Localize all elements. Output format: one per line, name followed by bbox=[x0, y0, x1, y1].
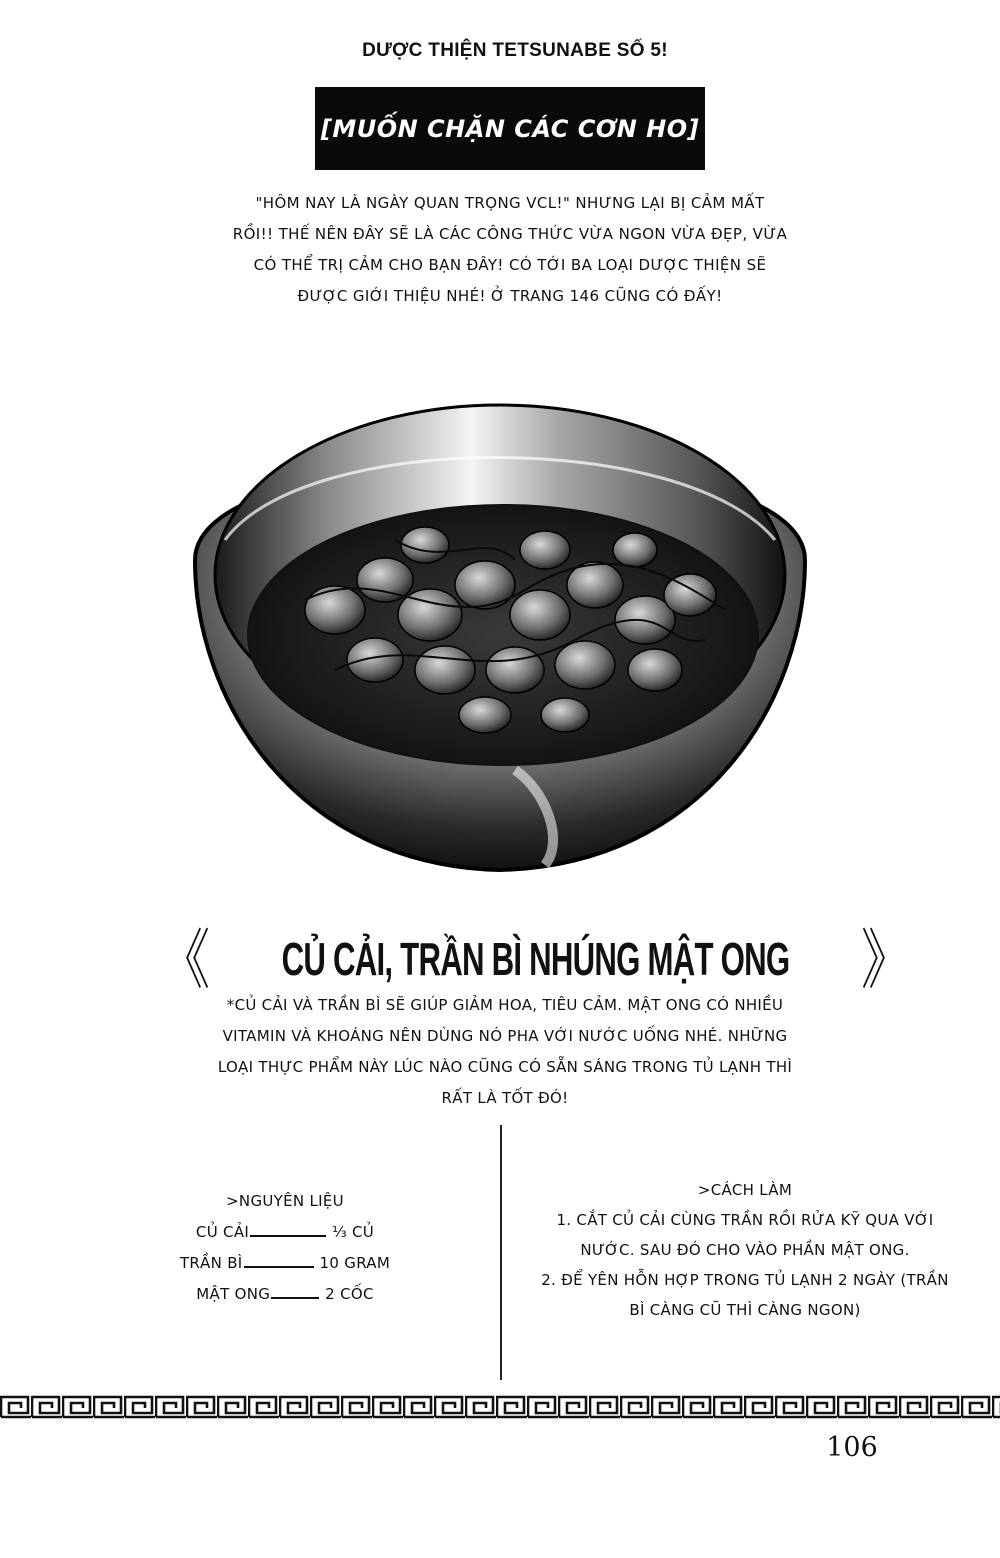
banner-title: [MUỐN CHẶN CÁC CƠN HO] bbox=[320, 114, 700, 143]
left-bracket: 《 bbox=[160, 922, 210, 998]
ingredients-heading: >NGUYÊN LIỆU bbox=[226, 1192, 344, 1210]
description-line: *CỦ CẢI VÀ TRẦN BÌ SẼ GIÚP GIẢM HOA, TIÊU CẢM. MẬT ONG CÓ NHIỀU bbox=[226, 996, 784, 1014]
ingredient-row bbox=[140, 1279, 430, 1310]
leader-line bbox=[244, 1252, 314, 1268]
method-line: 2. ĐỂ YÊN HỖN HỢP TRONG TỦ LẠNH 2 NGÀY (TRẦN bbox=[541, 1271, 949, 1289]
method-line: NƯỚC. SAU ĐÓ CHO VÀO PHẦN MẬT ONG. bbox=[580, 1241, 910, 1259]
column-divider bbox=[500, 1125, 502, 1380]
ingredient-name: TRẦN BÌ bbox=[179, 1254, 243, 1272]
ingredient-amount: 2 CỐC bbox=[325, 1285, 374, 1303]
section-banner bbox=[315, 87, 705, 170]
description-line: LOẠI THỰC PHẨM NÀY LÚC NÀO CŨNG CÓ SẴN SÁNG TRONG TỦ LẠNH THÌ bbox=[217, 1058, 793, 1076]
ingredient-row bbox=[140, 1217, 430, 1248]
method-line: BÌ CÀNG CŨ THÌ CÀNG NGON) bbox=[629, 1301, 861, 1319]
ingredients-section bbox=[140, 1186, 430, 1310]
ingredient-name: CỦ CẢI bbox=[195, 1223, 250, 1241]
intro-line: RỒI!! THẾ NÊN ĐÂY SẼ LÀ CÁC CÔNG THỨC VỪA NGON VỪA ĐẸP, VỪA bbox=[232, 225, 788, 243]
method-heading: >CÁCH LÀM bbox=[697, 1181, 793, 1199]
right-bracket: 》 bbox=[860, 922, 911, 998]
intro-line: "HÔM NAY LÀ NGÀY QUAN TRỌNG VCL!" NHƯNG LẠI BỊ CẢM MẤT bbox=[255, 194, 765, 212]
ingredient-amount: ⅓ CỦ bbox=[332, 1223, 375, 1241]
bowl-illustration bbox=[185, 370, 815, 890]
method-section bbox=[505, 1175, 985, 1325]
intro-line: ĐƯỢC GIỚI THIỆU NHÉ! Ở TRANG 146 CŨNG CÓ ĐẤY! bbox=[297, 287, 723, 305]
description-line: VITAMIN VÀ KHOÁNG NÊN DÙNG NÓ PHA VỚI NƯỚC UỐNG NHÉ. NHỮNG bbox=[222, 1027, 788, 1045]
page-number: 106 bbox=[826, 1432, 878, 1463]
recipe-name: CỦ CẢI, TRẦN BÌ NHÚNG MẬT ONG bbox=[281, 934, 790, 985]
intro-line: CÓ THỂ TRỊ CẢM CHO BẠN ĐÂY! CÓ TỚI BA LOẠI DƯỢC THIỆN SẼ bbox=[253, 256, 767, 274]
ingredient-row bbox=[140, 1248, 430, 1279]
description-line: RẤT LÀ TỐT ĐÓ! bbox=[441, 1089, 569, 1107]
recipe-description bbox=[180, 990, 830, 1114]
leader-line bbox=[250, 1221, 326, 1237]
leader-line bbox=[271, 1283, 319, 1299]
method-line: 1. CẮT CỦ CẢI CÙNG TRẦN RỒI RỬA KỸ QUA VỚI bbox=[556, 1211, 934, 1229]
series-title: DƯỢC THIỆN TETSUNABE SỐ 5! bbox=[362, 40, 668, 61]
greek-key-border bbox=[0, 1395, 1000, 1419]
recipe-title bbox=[160, 922, 911, 998]
ingredient-name: MẬT ONG bbox=[196, 1285, 271, 1303]
intro-paragraph bbox=[210, 188, 810, 312]
ingredient-amount: 10 GRAM bbox=[319, 1254, 391, 1272]
